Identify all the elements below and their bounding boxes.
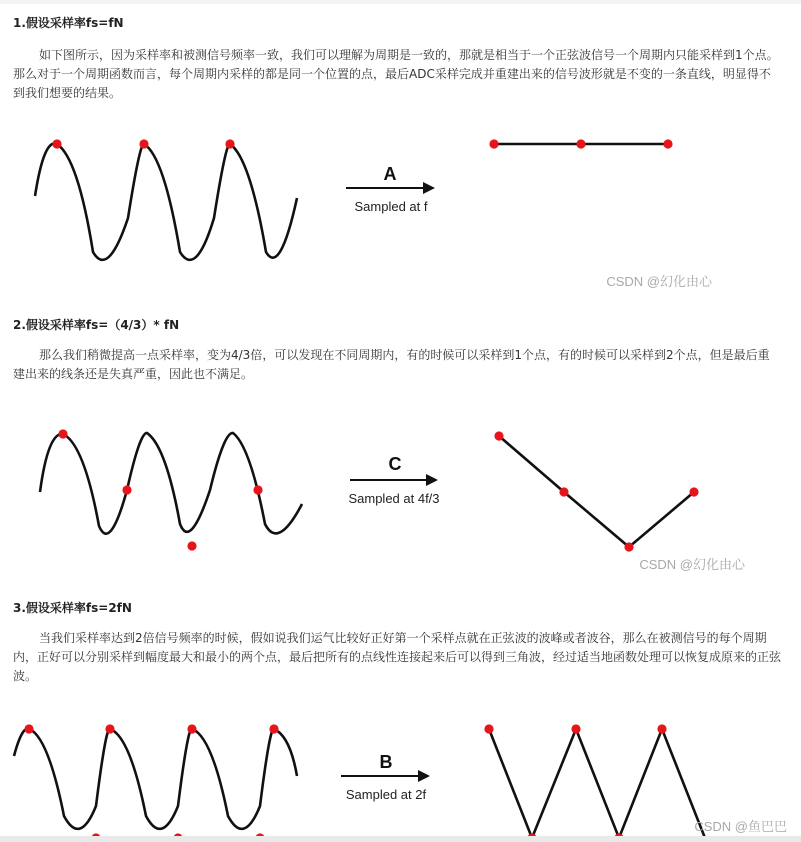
figure-b-reconstructed-line xyxy=(489,729,705,838)
figure-a-letter: A xyxy=(383,164,397,184)
sample-point xyxy=(494,431,503,440)
sample-point xyxy=(689,487,698,496)
sample-point xyxy=(559,487,568,496)
sample-point xyxy=(663,139,672,148)
figure-b-watermark: CSDN @鱼巴巴 xyxy=(694,819,787,834)
sample-point xyxy=(571,724,580,733)
figure-a-sine-wave xyxy=(35,143,297,259)
sample-point xyxy=(489,139,498,148)
sample-point xyxy=(657,724,666,733)
section-1-heading: 1.假设采样率fs=fN xyxy=(13,16,124,30)
figure-c-caption: Sampled at 4f/3 xyxy=(348,491,440,506)
sample-point xyxy=(58,429,67,438)
sample-point xyxy=(269,724,278,733)
figure-a-caption: Sampled at f xyxy=(354,199,428,214)
sample-point xyxy=(24,724,33,733)
sample-point xyxy=(225,139,234,148)
figure-a xyxy=(0,118,801,298)
figure-c-reconstructed-line xyxy=(499,436,694,547)
sample-point xyxy=(139,139,148,148)
figure-b-caption: Sampled at 2f xyxy=(345,787,427,802)
section-2-paragraph: 那么我们稍微提高一点采样率，变为4/3倍，可以发现在不同周期内，有的时候可以采样到1个点，有的时候可以采样到2个点，但是最后重建出来的线条还是失真严重，因此也不满足。 xyxy=(13,348,770,381)
figure-c xyxy=(0,400,801,580)
figure-a-input-samples xyxy=(52,139,234,148)
section-3-paragraph: 当我们采样率达到2倍信号频率的时候，假如说我们运气比较好正好第一个采样点就在正弦波的波峰或者波谷，那么在被测信号的每个周期内，正好可以分别采样到幅度最大和最小的两个点，最后把所有的点线性连接起来后可以得到三角波，经过适当地函数处理可以恢复成原来的正弦波。 xyxy=(13,631,782,683)
sample-point xyxy=(105,724,114,733)
arrow-head-icon xyxy=(418,770,430,782)
figure-c-watermark: CSDN @幻化由心 xyxy=(639,557,745,572)
sample-point xyxy=(187,724,196,733)
figure-c-letter: C xyxy=(388,454,402,474)
figure-b xyxy=(0,706,801,842)
sample-point xyxy=(576,139,585,148)
sample-point xyxy=(624,542,633,551)
section-3-heading: 3.假设采样率fs=2fN xyxy=(13,601,132,615)
sample-point xyxy=(484,724,493,733)
sample-point xyxy=(253,485,262,494)
sample-point xyxy=(52,139,61,148)
top-divider xyxy=(0,0,801,4)
figure-b-sine-wave xyxy=(14,729,297,829)
sample-point xyxy=(122,485,131,494)
figure-b-letter: B xyxy=(379,752,393,772)
section-2-heading: 2.假设采样率fs=（4/3）* fN xyxy=(13,318,180,332)
arrow-head-icon xyxy=(426,474,438,486)
figure-c-sine-wave xyxy=(40,433,302,534)
figure-a-watermark: CSDN @幻化由心 xyxy=(606,274,712,289)
sample-point xyxy=(187,541,196,550)
arrow-head-icon xyxy=(423,182,435,194)
bottom-divider xyxy=(0,836,801,842)
section-1-paragraph: 如下图所示，因为采样率和被测信号频率一致，我们可以理解为周期是一致的，那就是相当于一个正弦波信号一个周期内只能采样到1个点。那么对于一个周期函数而言，每个周期内采样的都是同一个位置的点，最后ADC采样完成并重建出来的信号波形就是不变的一条直线，明显得不到我们想要的结果。 xyxy=(13,48,779,100)
